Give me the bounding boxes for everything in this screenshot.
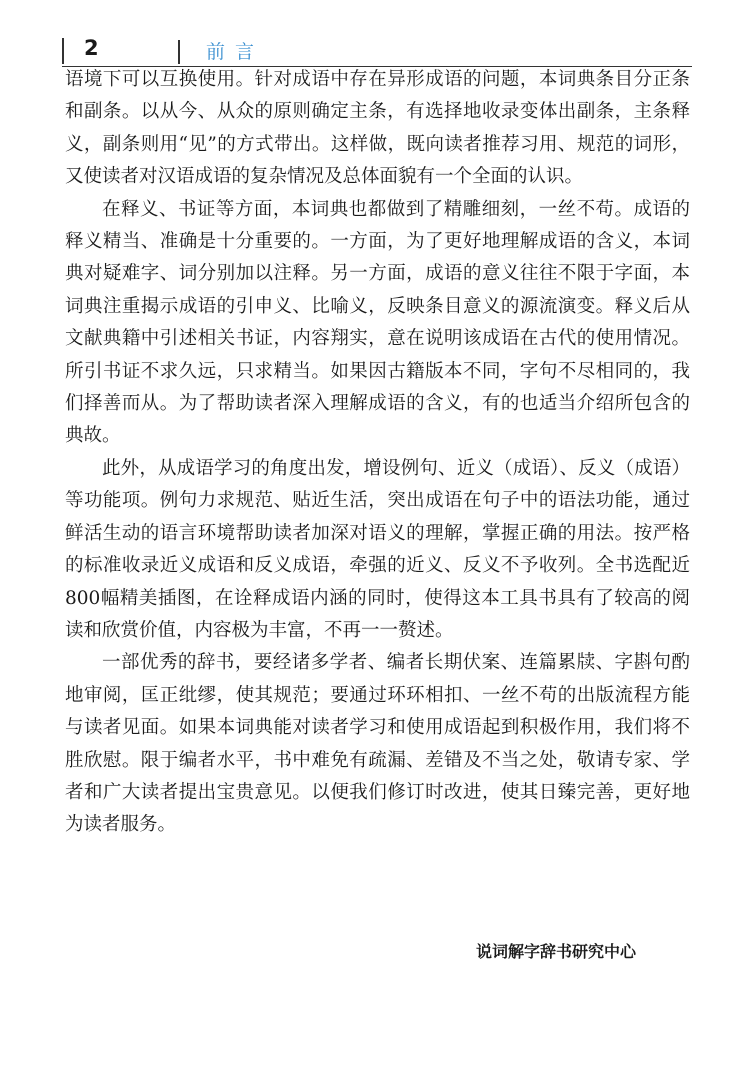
page-number: 2 (84, 36, 99, 60)
paragraph-closing: 一部优秀的辞书，要经诸多学者、编者长期伏案、连篇累牍、字斟句酌地审阅，匡正纰缪，使其规范；要通过环环相扣、一丝不苟的出版流程方能与读者见面。如果本词典能对读者学习和使用成语起到积极作用，我们将不胜欣慰。限于编者水平，书中难免有疏漏、差错及不当之处，敬请专家、学者和广大读者提出宝贵意见。以便我们修订时改进，使其日臻完善，更好地为读者服务。 (65, 652, 690, 836)
paragraph-definitions: 在释义、书证等方面，本词典也都做到了精雕细刻，一丝不苟。成语的释义精当、准确是十分重要的。一方面，为了更好地理解成语的含义，本词典对疑难字、词分别加以注释。另一方面，成语的意义往往不限于字面，本词典注重揭示成语的引申义、比喻义，反映条目意义的源流演变。释义后从文献典籍中引述相关书证，内容翔实，意在说明该成语在古代的使用情况。所引书证不求久远，只求精当。如果因古籍版本不同，字句不尽相同的，我们择善而从。为了帮助读者深入理解成语的含义，有的也适当介绍所包含的典故。 (65, 198, 690, 447)
paragraph-continued: 语境下可以互换使用。针对成语中存在异形成语的问题，本词典条目分正条和副条。以从今、从众的原则确定主条，有选择地收录变体出副条，主条释义，副条则用“见”的方式带出。这样做，既向读者推荐习用、规范的词形，又使读者对汉语成语的复杂情况及总体面貌有一个全面的认识。 (65, 69, 690, 188)
header-left-rule (62, 38, 64, 64)
header-divider (178, 40, 180, 64)
author-signature: 说词解字辞书研究中心 (475, 942, 636, 961)
page-header (62, 34, 692, 67)
section-title: 前言 (206, 41, 265, 63)
body-text (65, 64, 690, 842)
paragraph-features: 此外，从成语学习的角度出发，增设例句、近义（成语）、反义（成语）等功能项。例句力求规范、贴近生活，突出成语在句子中的语法功能，通过鲜活生动的语言环境帮助读者加深对语义的理解，掌握正确的用法。按严格的标准收录近义成语和反义成语，牵强的近义、反义不予收列。全书选配近800幅精美插图，在诠释成语内涵的同时，使得这本工具书具有了较高的阅读和欣赏价值，内容极为丰富，不再一一赘述。 (65, 457, 690, 641)
